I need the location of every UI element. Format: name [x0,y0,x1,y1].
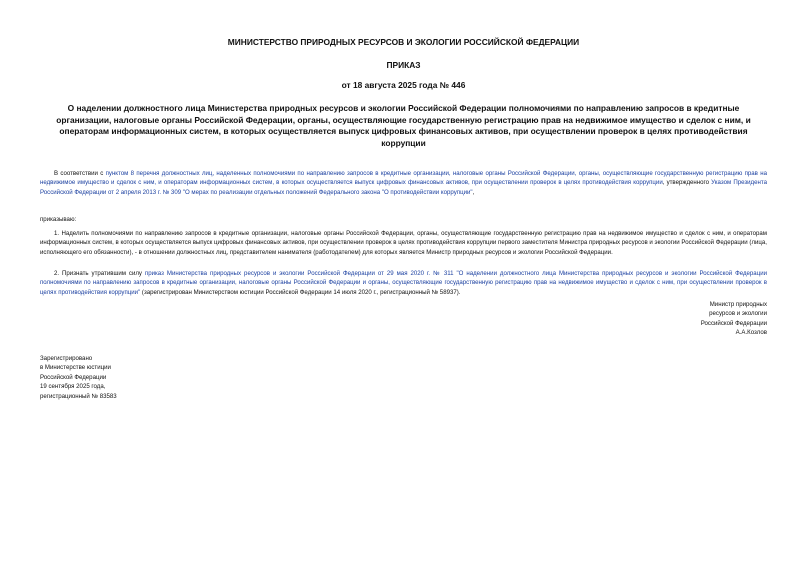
document-type: ПРИКАЗ [386,60,421,70]
preamble-link-decree[interactable]: Указом Президента Российской Федерации от 2 апреля 2013 г. № 309 "О мерах по реализации отдельных положений Федерального закона "О противодействии коррупции" [40,179,767,196]
signature-name: А.А.Козлов [735,329,767,337]
registration-line-3: Российской Федерации [40,373,107,381]
registration-number: регистрационный № 83583 [40,392,117,400]
registration-block [40,354,200,401]
preamble-text-2: , утвержденного [662,179,712,187]
item-2-text-2: (зарегистрирован Министерством юстиции Российской Федерации 14 июля 2020 г., регистрационный № 58937). [140,288,461,296]
signature-line-3: Российской Федерации [700,319,767,327]
item-2-paragraph [40,269,767,297]
signature-line-2: ресурсов и экологии [709,310,767,318]
signature-line-1: Министр природных [709,301,767,308]
preamble-text-1: В соответствии с [54,170,106,177]
signature-block [647,300,767,338]
registration-line-1: Зарегистрировано [40,355,93,362]
item-1-text: 1. Наделить полномочиями по направлению запросов в кредитные организации, налоговые органы Российской Федерации, органы, осуществляющие государственную регистрацию прав на недвижимое имущество и сделок с ним, и операторам информационных систем, в которых осуществляется выпуск цифровых финансовых активов, при осуществлении проверок в целях противодействия коррупции первого заместителя Министра природных ресурсов и экологии Российской Федерации (лица, исполняющего его обязанности), - в отношении должностных лиц, представителем нанимателя (работодателем) для которых является Министр природных ресурсов и экологии Российской Федерации. [40,230,767,256]
registration-date: 19 сентября 2025 года, [40,383,106,391]
preamble-paragraph [40,169,767,197]
item-2-text-1: 2. Признать утратившим силу [54,270,145,277]
preamble-link-list[interactable]: пунктом 8 перечня должностных лиц, наделенных полномочиями по направлению запросов в кредитные организации, налоговые органы Российской Федерации, органы, осуществляющие государственную регистрацию прав на недвижимое имущество и сделок с ним, и операторам информационных систем, в которых осуществляется выпуск цифровых финансовых активов, при осуществлении проверок в целях противодействия коррупции [40,170,767,187]
ministry-name: МИНИСТЕРСТВО ПРИРОДНЫХ РЕСУРСОВ И ЭКОЛОГИИ РОССИЙСКОЙ ФЕДЕРАЦИИ [227,37,580,47]
preamble-text-3: , [472,188,475,196]
document-title: О наделении должностного лица Министерства природных ресурсов и экологии Российской Федерации полномочиями по направлению запросов в кредитные организации, налоговые органы Российской Федерации, органы, осуществляющие государственную регистрацию прав на недвижимое имущество и сделок с ним, и операторам информационных систем, в которых осуществляется выпуск цифровых финансовых активов, при осуществлении проверок в целях противодействия коррупции [56,103,751,148]
date-number: от 18 августа 2025 года № 446 [341,80,466,90]
registration-line-2: в Министерстве юстиции [40,364,111,372]
item-2-link-order[interactable]: приказ Министерства природных ресурсов и экологии Российской Федерации от 29 мая 2020 г. № 311 "О наделении должностного лица Министерства природных ресурсов и экологии Российской Федерации полномочиями по направлению запросов в кредитные организации, налоговые органы Российской Федерации и органы, осуществляющие государственную регистрацию прав на недвижимое имущество и сделок с ним, при осуществлении проверок в целях противодействия коррупции" [40,270,767,296]
order-word: приказываю: [40,216,77,223]
item-1-paragraph [40,229,767,257]
